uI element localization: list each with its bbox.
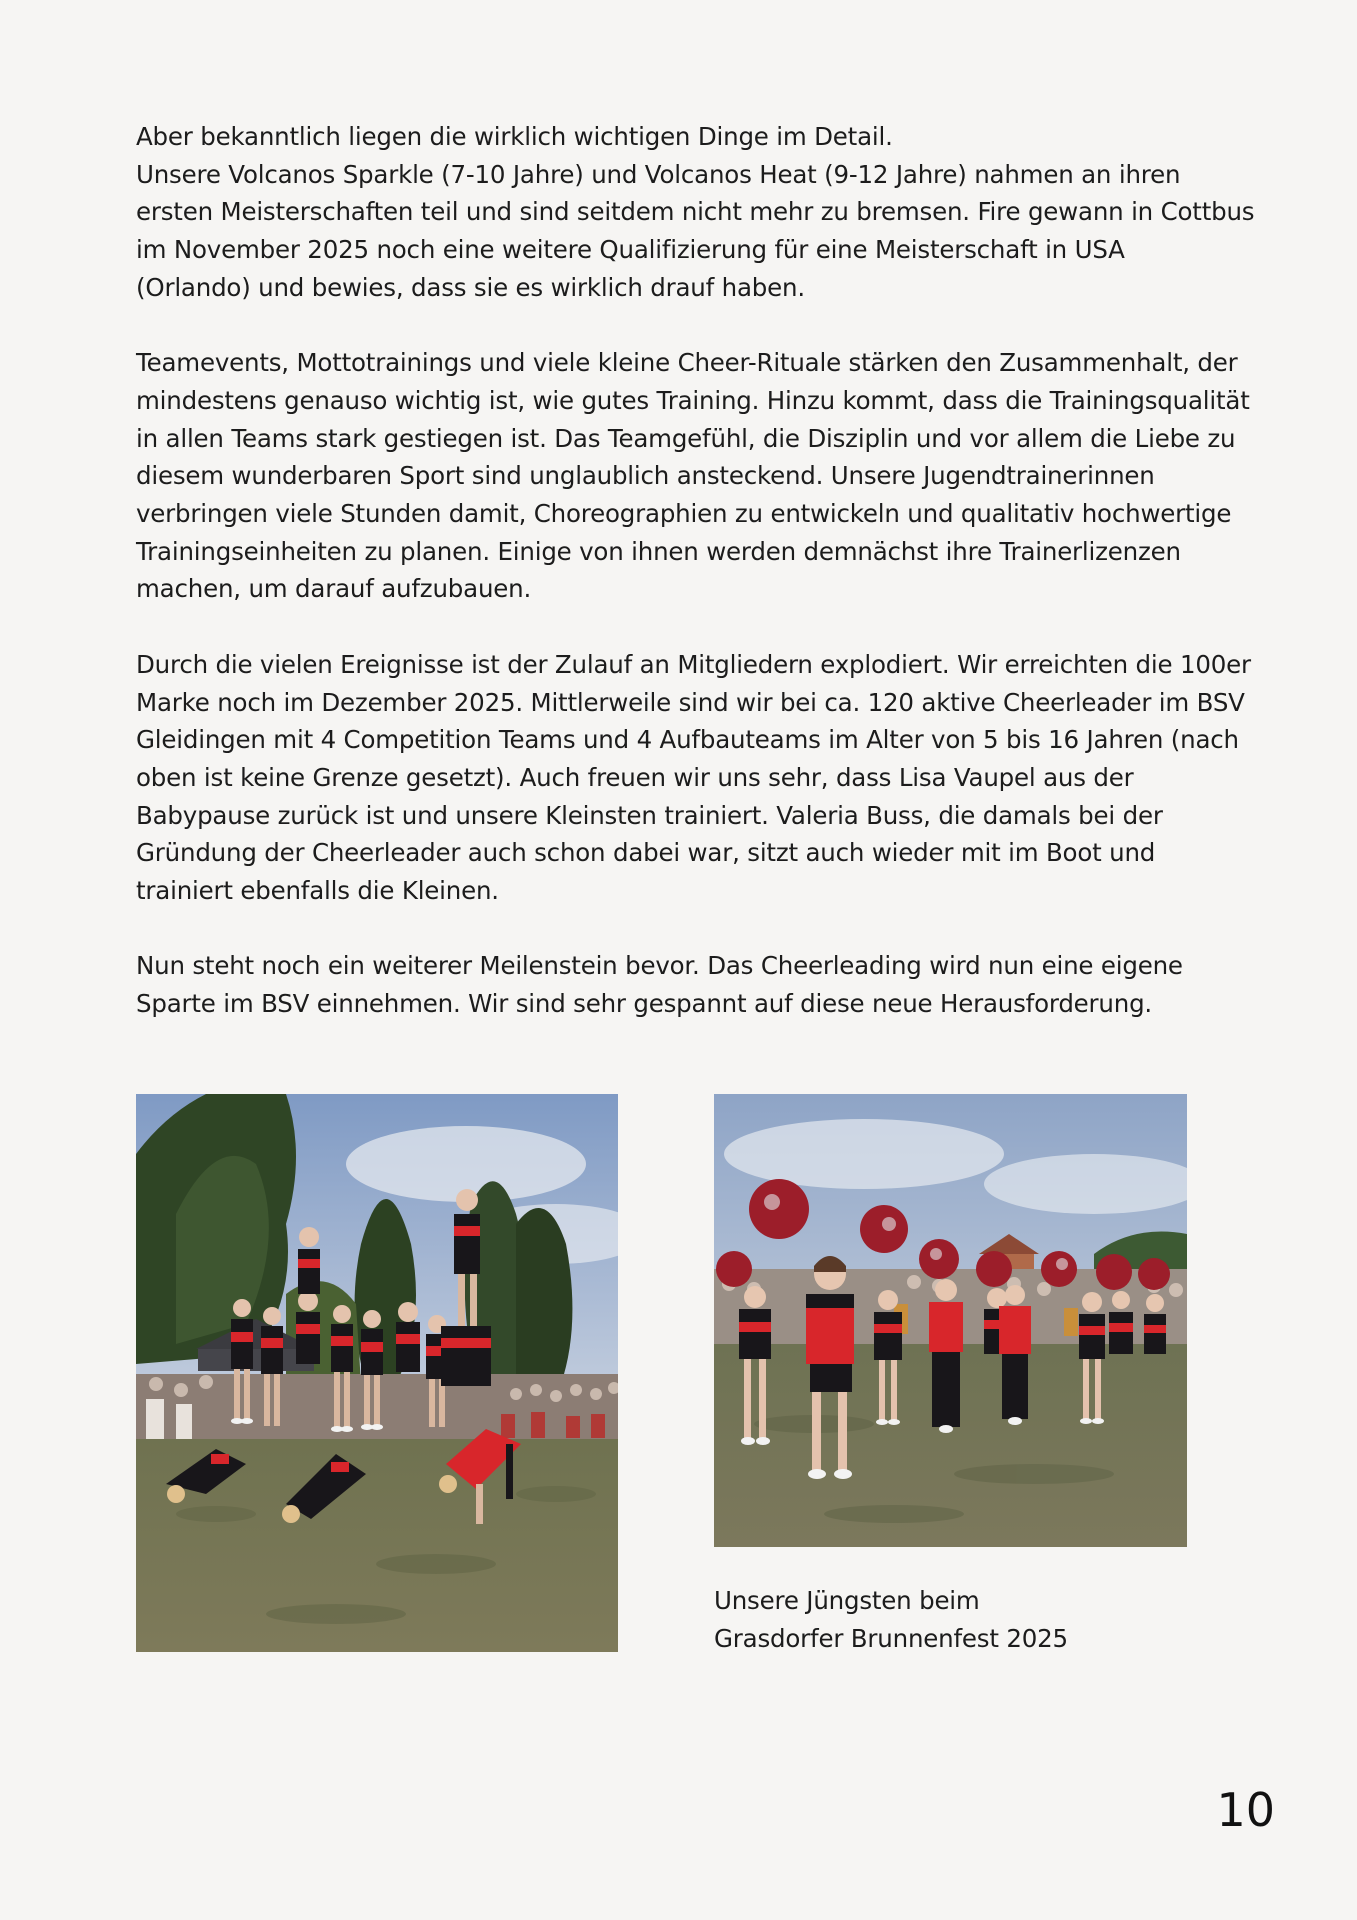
text-line: verbringen viele Stunden damit, Choreographien zu entwickeln und qualitativ hochwertige bbox=[136, 499, 1232, 529]
text-line: Sparte im BSV einnehmen. Wir sind sehr gespannt auf diese neue Herausforderung. bbox=[136, 989, 1153, 1019]
photo-caption bbox=[714, 1582, 1068, 1657]
text-line: Aber bekanntlich liegen die wirklich wichtigen Dinge im Detail. bbox=[136, 122, 893, 151]
text-line: Marke noch im Dezember 2025. Mittlerweile sind wir bei ca. 120 aktive Cheerleader im BSV bbox=[136, 687, 1245, 717]
caption-line: Grasdorfer Brunnenfest 2025 bbox=[714, 1623, 1068, 1653]
text-line: Teamevents, Mottotrainings und viele kleine Cheer-Rituale stärken den Zusammenhalt, der bbox=[136, 348, 1238, 378]
text-line: Gründung der Cheerleader auch schon dabei war, sitzt auch wieder mit im Boot und bbox=[136, 838, 1156, 868]
article-body bbox=[136, 118, 1255, 1061]
youngest-cheerleaders-photo bbox=[714, 1094, 1187, 1547]
paragraph-4 bbox=[136, 947, 1236, 1022]
text-line: oben ist keine Grenze gesetzt). Auch freuen wir uns sehr, dass Lisa Vaupel aus der bbox=[136, 762, 1134, 792]
text-line: Babypause zurück ist und unsere Kleinsten trainiert. Valeria Buss, die damals bei der bbox=[136, 800, 1163, 830]
cheer-pyramid-photo bbox=[136, 1094, 618, 1652]
text-line: Gleidingen mit 4 Competition Teams und 4 Aufbauteams im Alter von 5 bis 16 Jahren (nach bbox=[136, 725, 1239, 755]
text-line: Unsere Volcanos Sparkle (7-10 Jahre) und Volcanos Heat (9-12 Jahre) nahmen an ihren bbox=[136, 159, 1181, 189]
paragraph-2 bbox=[136, 344, 1250, 608]
paragraph-3 bbox=[136, 646, 1251, 910]
text-line: (Orlando) und bewies, dass sie es wirklich drauf haben. bbox=[136, 272, 805, 302]
text-line: in allen Teams stark gestiegen ist. Das Teamgefühl, die Disziplin und vor allem die Liebe zu bbox=[136, 423, 1236, 453]
text-line: trainiert ebenfalls die Kleinen. bbox=[136, 876, 499, 906]
text-line: im November 2025 noch eine weitere Qualifizierung für eine Meisterschaft in USA bbox=[136, 235, 1125, 265]
pompom-cheerleaders-illustration bbox=[714, 1094, 1187, 1547]
text-line: Nun steht noch ein weiterer Meilenstein bevor. Das Cheerleading wird nun eine eigene bbox=[136, 951, 1183, 981]
text-line: diesem wunderbaren Sport sind unglaublich ansteckend. Unsere Jugendtrainerinnen bbox=[136, 461, 1155, 491]
paragraph-1 bbox=[136, 118, 1255, 307]
text-line: ersten Meisterschaften teil und sind seitdem nicht mehr zu bremsen. Fire gewann in Cottbus bbox=[136, 197, 1255, 227]
page-number: 10 bbox=[1216, 1783, 1275, 1837]
text-line: machen, um darauf aufzubauen. bbox=[136, 574, 532, 604]
text-line: Durch die vielen Ereignisse ist der Zulauf an Mitgliedern explodiert. Wir erreichten die 100er bbox=[136, 649, 1251, 679]
cheer-pyramid-illustration bbox=[136, 1094, 618, 1652]
text-line: Trainingseinheiten zu planen. Einige von ihnen werden demnächst ihre Trainerlizenzen bbox=[136, 536, 1181, 566]
text-line: mindestens genauso wichtig ist, wie gutes Training. Hinzu kommt, dass die Trainingsqualität bbox=[136, 385, 1250, 415]
caption-line: Unsere Jüngsten beim bbox=[714, 1586, 980, 1615]
